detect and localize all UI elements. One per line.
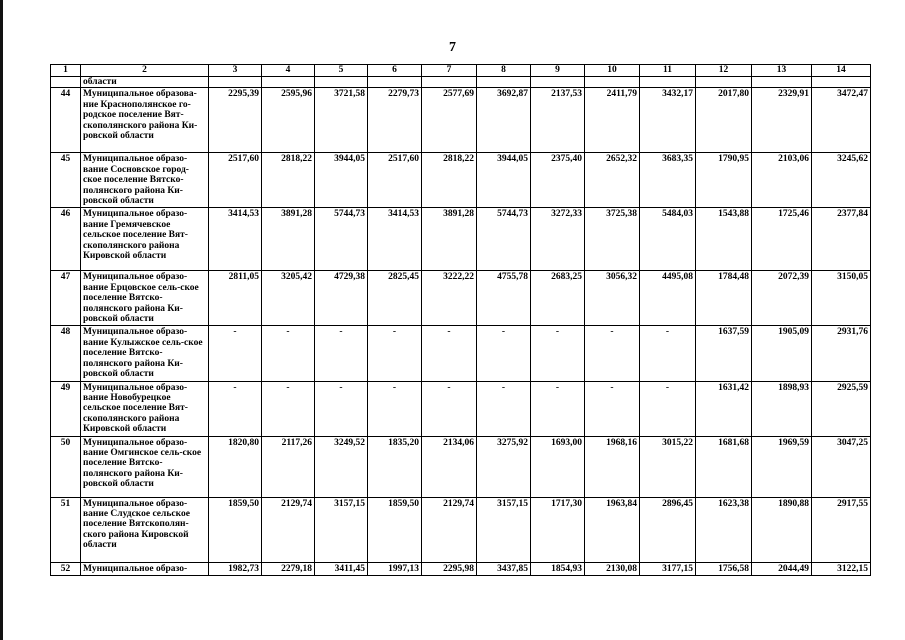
value-cell: 3245,62 [812, 153, 871, 208]
value-cell: - [640, 381, 696, 436]
table-row [51, 497, 871, 562]
empty-cell [368, 77, 422, 88]
value-cell: 3122,15 [812, 562, 871, 575]
value-cell: 3472,47 [812, 88, 871, 153]
header-cell: 7 [422, 65, 477, 77]
table-row [51, 326, 871, 381]
header-cell: 3 [209, 65, 262, 77]
row-number-cell: 50 [51, 436, 81, 497]
value-cell: 2117,26 [262, 436, 315, 497]
page-number: 7 [449, 40, 456, 55]
value-cell: 1725,46 [752, 208, 812, 271]
value-cell: 2137,53 [531, 88, 585, 153]
row-number-cell: 51 [51, 497, 81, 562]
value-cell: 2295,98 [422, 562, 477, 575]
value-cell: - [422, 381, 477, 436]
value-cell: 2377,84 [812, 208, 871, 271]
empty-cell [422, 77, 477, 88]
value-cell: 1784,48 [696, 271, 752, 326]
value-cell: 3944,05 [315, 153, 368, 208]
empty-cell [262, 77, 315, 88]
row-number-cell: 47 [51, 271, 81, 326]
value-cell: 3721,58 [315, 88, 368, 153]
value-cell: 1820,80 [209, 436, 262, 497]
value-cell: - [531, 326, 585, 381]
value-cell: 3725,38 [585, 208, 640, 271]
value-cell: 1790,95 [696, 153, 752, 208]
header-cell: 12 [696, 65, 752, 77]
header-cell: 14 [812, 65, 871, 77]
value-cell: 3437,85 [477, 562, 531, 575]
empty-cell [696, 77, 752, 88]
value-cell: 2130,08 [585, 562, 640, 575]
value-cell: - [209, 381, 262, 436]
header-cell: 13 [752, 65, 812, 77]
value-cell: 2825,45 [368, 271, 422, 326]
value-cell: 1854,93 [531, 562, 585, 575]
value-cell: 3944,05 [477, 153, 531, 208]
value-cell: 2811,05 [209, 271, 262, 326]
value-cell: 1982,73 [209, 562, 262, 575]
value-cell: - [262, 381, 315, 436]
header-cell: 1 [51, 65, 81, 77]
header-row [51, 65, 871, 77]
value-cell: 3047,25 [812, 436, 871, 497]
header-cell: 5 [315, 65, 368, 77]
value-cell: 3432,17 [640, 88, 696, 153]
empty-cell [585, 77, 640, 88]
value-cell: 1835,20 [368, 436, 422, 497]
value-cell: 2295,39 [209, 88, 262, 153]
value-cell: 2329,91 [752, 88, 812, 153]
value-cell: 2818,22 [262, 153, 315, 208]
value-cell: 1968,16 [585, 436, 640, 497]
tariff-table [50, 64, 871, 576]
value-cell: 1717,30 [531, 497, 585, 562]
value-cell: 1997,13 [368, 562, 422, 575]
header-cell: 10 [585, 65, 640, 77]
header-cell: 2 [81, 65, 209, 77]
row-number-cell: 46 [51, 208, 81, 271]
value-cell: 5744,73 [315, 208, 368, 271]
value-cell: - [585, 326, 640, 381]
value-cell: 5484,03 [640, 208, 696, 271]
empty-cell [752, 77, 812, 88]
value-cell: 3177,15 [640, 562, 696, 575]
value-cell: 1693,00 [531, 436, 585, 497]
page-left-edge [0, 0, 3, 640]
value-cell: 3157,15 [315, 497, 368, 562]
value-cell: - [262, 326, 315, 381]
value-cell: - [477, 326, 531, 381]
empty-cell [315, 77, 368, 88]
value-cell: 3015,22 [640, 436, 696, 497]
continuation-name-cell: области [81, 77, 209, 88]
value-cell: 2896,45 [640, 497, 696, 562]
municipality-name-cell: Муниципальное образо-вание Омгинское сель-ское поселение Вятско-полянского района Ки-ровской области [81, 436, 209, 497]
empty-cell [531, 77, 585, 88]
header-cell: 6 [368, 65, 422, 77]
value-cell: - [640, 326, 696, 381]
value-cell: 1637,59 [696, 326, 752, 381]
value-cell: 2652,32 [585, 153, 640, 208]
value-cell: 2925,59 [812, 381, 871, 436]
header-cell: 8 [477, 65, 531, 77]
row-number-cell: 44 [51, 88, 81, 153]
value-cell: 4729,38 [315, 271, 368, 326]
empty-cell [812, 77, 871, 88]
value-cell: 3414,53 [368, 208, 422, 271]
value-cell: 3205,42 [262, 271, 315, 326]
value-cell: 2279,73 [368, 88, 422, 153]
empty-cell [209, 77, 262, 88]
row-number-cell: 52 [51, 562, 81, 575]
value-cell: 2411,79 [585, 88, 640, 153]
value-cell: - [422, 326, 477, 381]
value-cell: 3891,28 [262, 208, 315, 271]
value-cell: - [531, 381, 585, 436]
value-cell: - [585, 381, 640, 436]
value-cell: 2683,25 [531, 271, 585, 326]
value-cell: 2931,76 [812, 326, 871, 381]
header-cell: 11 [640, 65, 696, 77]
continuation-no-cell [51, 77, 81, 88]
municipality-name-cell: Муниципальное образо-вание Кулыжское сель-ское поселение Вятско-полянского района Ки-ровской области [81, 326, 209, 381]
value-cell: - [477, 381, 531, 436]
value-cell: 1890,88 [752, 497, 812, 562]
value-cell: 1623,38 [696, 497, 752, 562]
value-cell: 2129,74 [422, 497, 477, 562]
empty-cell [477, 77, 531, 88]
table-row [51, 153, 871, 208]
row-number-cell: 48 [51, 326, 81, 381]
value-cell: 2103,06 [752, 153, 812, 208]
municipality-name-cell: Муниципальное образо-вание Сосновское город-ское поселение Вятско-полянского района Ки-ровской области [81, 153, 209, 208]
value-cell: 3150,05 [812, 271, 871, 326]
value-cell: 2129,74 [262, 497, 315, 562]
value-cell: 2818,22 [422, 153, 477, 208]
value-cell: - [315, 381, 368, 436]
value-cell: 5744,73 [477, 208, 531, 271]
table-row [51, 381, 871, 436]
header-cell: 4 [262, 65, 315, 77]
value-cell: 3411,45 [315, 562, 368, 575]
municipality-name-cell: Муниципальное образо- [81, 562, 209, 575]
value-cell: 2017,80 [696, 88, 752, 153]
value-cell: 1859,50 [209, 497, 262, 562]
value-cell: 1681,68 [696, 436, 752, 497]
value-cell: 3692,87 [477, 88, 531, 153]
value-cell: 3157,15 [477, 497, 531, 562]
value-cell: 1543,88 [696, 208, 752, 271]
row-number-cell: 49 [51, 381, 81, 436]
value-cell: 1905,09 [752, 326, 812, 381]
value-cell: 2279,18 [262, 562, 315, 575]
value-cell: 3222,22 [422, 271, 477, 326]
value-cell: 1969,59 [752, 436, 812, 497]
table-row [51, 88, 871, 153]
value-cell: 2044,49 [752, 562, 812, 575]
table-row [51, 271, 871, 326]
value-cell: 2375,40 [531, 153, 585, 208]
value-cell: 1898,93 [752, 381, 812, 436]
continuation-row [51, 77, 871, 88]
empty-cell [640, 77, 696, 88]
value-cell: 2517,60 [209, 153, 262, 208]
value-cell: 2072,39 [752, 271, 812, 326]
table-row [51, 562, 871, 575]
municipality-name-cell: Муниципальное образо-вание Гремячевское сельское поселение Вят-скополянского района Кировской области [81, 208, 209, 271]
value-cell: 2134,06 [422, 436, 477, 497]
header-cell: 9 [531, 65, 585, 77]
municipality-name-cell: Муниципальное образова-ние Краснополянское го-родское поселение Вят-скополянского района Ки-ровской области [81, 88, 209, 153]
value-cell: 3249,52 [315, 436, 368, 497]
value-cell: 3891,28 [422, 208, 477, 271]
value-cell: 1756,58 [696, 562, 752, 575]
municipality-name-cell: Муниципальное образо-вание Слудское сельское поселение Вятскополян-ского района Кировской области [81, 497, 209, 562]
value-cell: 2917,55 [812, 497, 871, 562]
value-cell: 2595,96 [262, 88, 315, 153]
value-cell: 4755,78 [477, 271, 531, 326]
municipality-name-cell: Муниципальное образо-вание Ерцовское сель-ское поселение Вятско-полянского района Ки-ровской области [81, 271, 209, 326]
value-cell: 1963,84 [585, 497, 640, 562]
value-cell: - [209, 326, 262, 381]
value-cell: - [368, 326, 422, 381]
value-cell: 3683,35 [640, 153, 696, 208]
table-row [51, 208, 871, 271]
value-cell: 3056,32 [585, 271, 640, 326]
value-cell: - [315, 326, 368, 381]
value-cell: 4495,08 [640, 271, 696, 326]
value-cell: 1631,42 [696, 381, 752, 436]
value-cell: 3275,92 [477, 436, 531, 497]
table-row [51, 436, 871, 497]
value-cell: - [368, 381, 422, 436]
row-number-cell: 45 [51, 153, 81, 208]
value-cell: 3272,33 [531, 208, 585, 271]
value-cell: 2577,69 [422, 88, 477, 153]
municipality-name-cell: Муниципальное образо-вание Новобурецкое сельское поселение Вят-скополянского района Кировской области [81, 381, 209, 436]
value-cell: 3414,53 [209, 208, 262, 271]
value-cell: 2517,60 [368, 153, 422, 208]
value-cell: 1859,50 [368, 497, 422, 562]
